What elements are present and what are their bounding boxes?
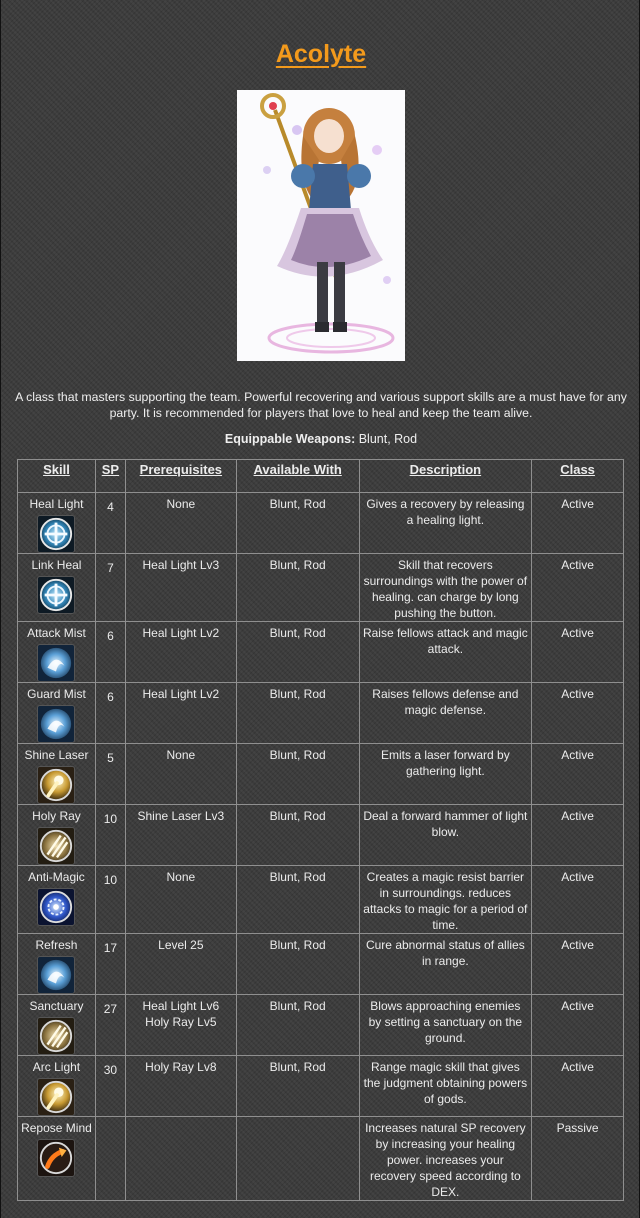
sp-cell: 6 <box>95 622 125 683</box>
available-with-cell: Blunt, Rod <box>236 805 359 866</box>
class-description: A class that masters supporting the team. Powerful recovering and various support skills are a must have for any party. It is recommended for players that love to heal and keep the team alive. <box>15 390 627 420</box>
available-with-cell: Blunt, Rod <box>236 622 359 683</box>
description-cell: Creates a magic resist barrier in surroundings. reduces attacks to magic for a period of time. <box>359 866 532 934</box>
ray-slash-icon <box>21 1017 92 1055</box>
skill-name: Repose Mind <box>21 1121 92 1135</box>
available-with-cell: Blunt, Rod <box>236 554 359 622</box>
weapons-value: Blunt, Rod <box>358 432 418 446</box>
laser-icon <box>21 1078 92 1116</box>
available-with-cell: Blunt, Rod <box>236 683 359 744</box>
table-row <box>18 1056 624 1117</box>
class-cell: Active <box>532 1056 624 1117</box>
prerequisite: None <box>166 497 196 511</box>
ray-slash-icon <box>21 827 92 865</box>
prerequisite: Level 25 <box>158 938 204 952</box>
skill-cell <box>18 1117 96 1201</box>
description-cell: Range magic skill that gives the judgment obtaining powers of gods. <box>359 1056 532 1117</box>
prerequisite: None <box>166 748 196 762</box>
sp-cell: 27 <box>95 995 125 1056</box>
magic-circle-icon <box>21 888 92 926</box>
prerequisites-cell <box>125 805 236 866</box>
prerequisite: Heal Light Lv6 <box>142 999 220 1013</box>
acolyte-portrait <box>237 90 405 361</box>
table-row <box>18 493 624 554</box>
header-class: Class <box>532 460 624 493</box>
prerequisites-cell <box>125 1056 236 1117</box>
page-title: Acolyte <box>275 40 367 68</box>
skill-name: Shine Laser <box>24 748 89 762</box>
mist-icon <box>21 705 92 743</box>
mist-icon <box>21 644 92 682</box>
table-row <box>18 805 624 866</box>
prerequisite: Holy Ray Lv8 <box>145 1060 217 1074</box>
table-row <box>18 866 624 934</box>
prerequisites-cell <box>125 493 236 554</box>
prerequisite: Heal Light Lv2 <box>142 626 220 640</box>
skill-cell <box>18 934 96 995</box>
table-row <box>18 934 624 995</box>
header-sp: SP <box>95 460 125 493</box>
skill-cell <box>18 805 96 866</box>
sp-cell <box>95 1117 125 1201</box>
character-illustration <box>237 90 405 361</box>
header-prerequisites: Prerequisites <box>125 460 236 493</box>
class-cell: Active <box>532 995 624 1056</box>
skill-cell <box>18 995 96 1056</box>
table-row <box>18 995 624 1056</box>
weapons-label: Equippable Weapons: <box>224 432 356 446</box>
skill-name: Heal Light <box>29 497 84 511</box>
prerequisite: None <box>166 870 196 884</box>
skill-name: Refresh <box>35 938 78 952</box>
class-cell: Active <box>532 493 624 554</box>
skill-name: Sanctuary <box>29 999 84 1013</box>
class-cell: Active <box>532 554 624 622</box>
prerequisites-cell <box>125 1117 236 1201</box>
laser-icon <box>21 766 92 804</box>
description-cell: Gives a recovery by releasing a healing light. <box>359 493 532 554</box>
description-cell: Cure abnormal status of allies in range. <box>359 934 532 995</box>
class-cell: Active <box>532 622 624 683</box>
class-cell: Active <box>532 805 624 866</box>
description-cell: Blows approaching enemies by setting a sanctuary on the ground. <box>359 995 532 1056</box>
description-cell: Deal a forward hammer of light blow. <box>359 805 532 866</box>
prerequisites-cell <box>125 622 236 683</box>
sp-cell: 7 <box>95 554 125 622</box>
description-cell: Increases natural SP recovery by increasing your healing power. increases your recovery speed according to DEX. <box>359 1117 532 1201</box>
skill-cell <box>18 622 96 683</box>
class-cell: Active <box>532 866 624 934</box>
sp-cell: 6 <box>95 683 125 744</box>
available-with-cell: Blunt, Rod <box>236 744 359 805</box>
prerequisite: Heal Light Lv3 <box>142 558 220 572</box>
description-cell: Skill that recovers surroundings with the power of healing. can charge by long pushing the button. <box>359 554 532 622</box>
heal-cross-icon <box>21 515 92 553</box>
skills-table <box>17 459 624 1201</box>
available-with-cell: Blunt, Rod <box>236 934 359 995</box>
class-cell: Active <box>532 934 624 995</box>
skill-name: Link Heal <box>31 558 82 572</box>
class-cell: Active <box>532 744 624 805</box>
table-row <box>18 683 624 744</box>
prerequisites-cell <box>125 554 236 622</box>
header-skill: Skill <box>18 460 96 493</box>
class-cell: Active <box>532 683 624 744</box>
available-with-cell: Blunt, Rod <box>236 866 359 934</box>
table-row <box>18 1117 624 1201</box>
header-available-with: Available With <box>236 460 359 493</box>
table-row <box>18 554 624 622</box>
equippable-weapons <box>1 432 640 446</box>
table-row <box>18 744 624 805</box>
mist-icon <box>21 956 92 994</box>
sp-cell: 10 <box>95 805 125 866</box>
available-with-cell: Blunt, Rod <box>236 995 359 1056</box>
description-cell: Emits a laser forward by gathering light. <box>359 744 532 805</box>
description-cell: Raises fellows defense and magic defense. <box>359 683 532 744</box>
skill-cell <box>18 554 96 622</box>
skill-name: Arc Light <box>32 1060 81 1074</box>
description-cell: Raise fellows attack and magic attack. <box>359 622 532 683</box>
sp-cell: 4 <box>95 493 125 554</box>
skill-cell <box>18 1056 96 1117</box>
sp-cell: 5 <box>95 744 125 805</box>
available-with-cell <box>236 1117 359 1201</box>
sp-cell: 17 <box>95 934 125 995</box>
sp-cell: 10 <box>95 866 125 934</box>
sp-cell: 30 <box>95 1056 125 1117</box>
prerequisite: Holy Ray Lv5 <box>145 1015 217 1029</box>
prerequisite: Heal Light Lv2 <box>142 687 220 701</box>
class-cell: Passive <box>532 1117 624 1201</box>
skill-name: Guard Mist <box>27 687 86 701</box>
prerequisite: Shine Laser Lv3 <box>137 809 225 823</box>
table-header-row <box>18 460 624 493</box>
heal-cross-icon <box>21 576 92 614</box>
prerequisites-cell <box>125 866 236 934</box>
header-description: Description <box>359 460 532 493</box>
skill-cell <box>18 744 96 805</box>
prerequisites-cell <box>125 934 236 995</box>
available-with-cell: Blunt, Rod <box>236 493 359 554</box>
prerequisites-cell <box>125 995 236 1056</box>
skill-name: Holy Ray <box>32 809 81 823</box>
skill-name: Anti-Magic <box>28 870 85 884</box>
prerequisites-cell <box>125 683 236 744</box>
skill-name: Attack Mist <box>27 626 86 640</box>
available-with-cell: Blunt, Rod <box>236 1056 359 1117</box>
skill-cell <box>18 866 96 934</box>
table-row <box>18 622 624 683</box>
orange-arrow-icon <box>21 1139 92 1177</box>
skill-cell <box>18 493 96 554</box>
skill-cell <box>18 683 96 744</box>
prerequisites-cell <box>125 744 236 805</box>
